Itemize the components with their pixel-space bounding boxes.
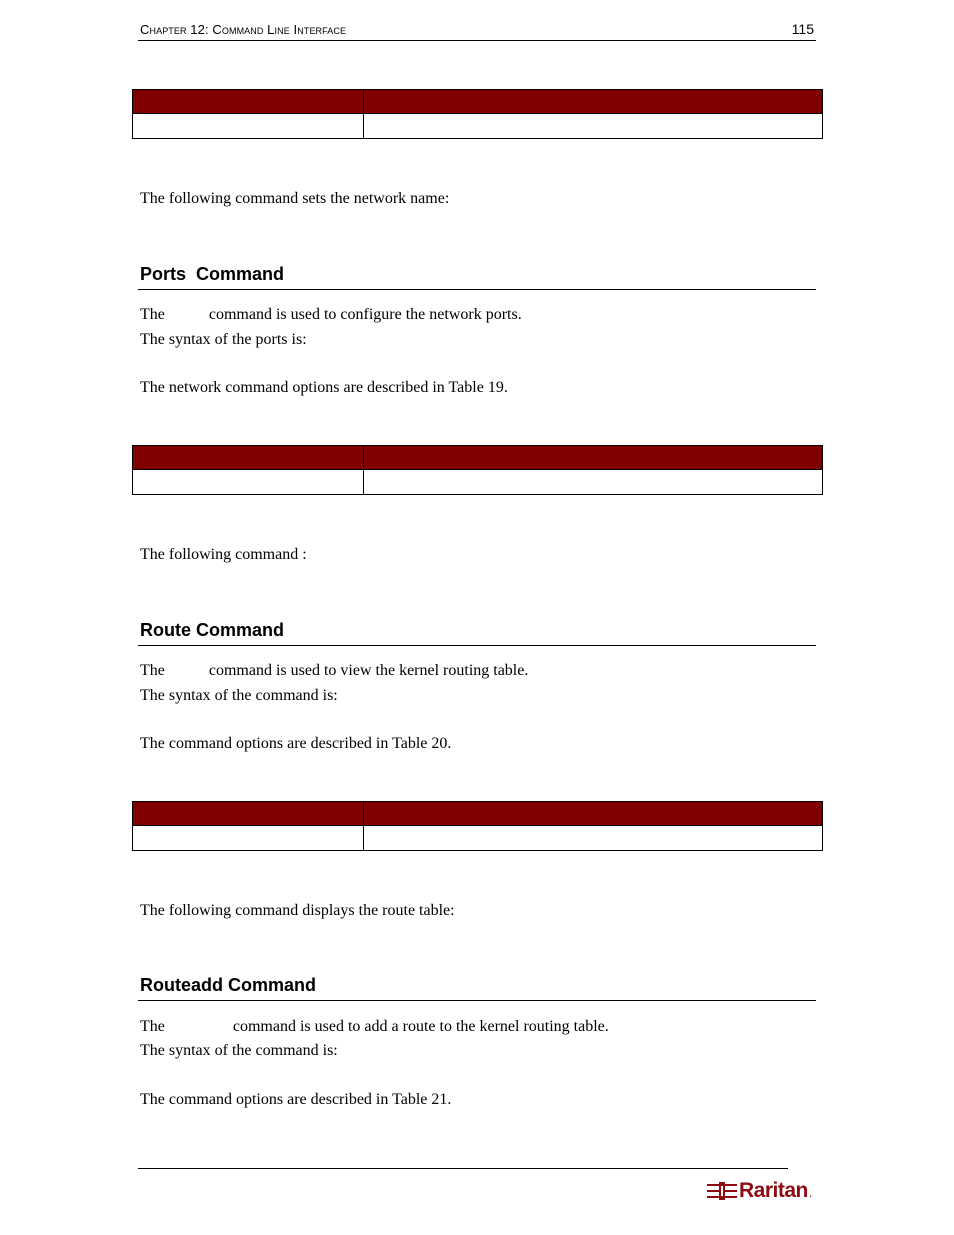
table-header-row — [133, 90, 823, 114]
table-header-cell — [133, 802, 364, 826]
paragraph-route-description: The command is used to view the kernel routing table. — [140, 662, 529, 679]
table-row — [133, 826, 823, 851]
table-row — [133, 470, 823, 495]
table-cell — [364, 826, 823, 851]
heading-divider — [138, 645, 816, 646]
table-header-cell — [364, 90, 823, 114]
raritan-logo — [707, 1178, 812, 1204]
paragraph-following-command: The following command : — [140, 546, 307, 563]
table-cell — [364, 114, 823, 139]
paragraph-route-table: The following command displays the route table: — [140, 902, 455, 919]
heading-route-command: Route Command — [140, 620, 284, 640]
table-header-row — [133, 446, 823, 470]
logo-text: Raritan — [739, 1179, 808, 1202]
paragraph-route-options: The command options are described in Table 20. — [140, 735, 452, 752]
table-cell — [133, 114, 364, 139]
heading-divider — [138, 289, 816, 290]
table-19 — [132, 445, 823, 495]
paragraph-route-syntax: The syntax of the command is: — [140, 687, 338, 704]
paragraph-routeadd-options: The command options are described in Table 21. — [140, 1091, 452, 1108]
table-cell — [133, 826, 364, 851]
heading-ports-command: Ports Command — [140, 264, 285, 284]
heading-divider — [138, 1000, 816, 1001]
table-cell — [364, 470, 823, 495]
paragraph-routeadd-syntax: The syntax of the command is: — [140, 1042, 338, 1059]
footer-divider — [138, 1168, 788, 1169]
table-1 — [132, 89, 823, 139]
paragraph-ports-syntax: The syntax of the ports is: — [140, 331, 307, 348]
paragraph-ports-options: The network command options are described in Table 19. — [140, 379, 508, 396]
running-header-chapter: Chapter 12: Command Line Interface — [140, 22, 347, 37]
table-header-cell — [133, 446, 364, 470]
paragraph-network-name: The following command sets the network name: — [140, 190, 450, 207]
heading-routeadd-command: Routeadd Command — [140, 975, 317, 995]
page-number: 115 — [791, 21, 814, 37]
table-header-cell — [133, 90, 364, 114]
table-20 — [132, 801, 823, 851]
table-header-cell — [364, 802, 823, 826]
raritan-logo-mark-icon — [707, 1182, 737, 1200]
logo-dot: . — [808, 1186, 813, 1200]
table-row — [133, 114, 823, 139]
table-cell — [133, 470, 364, 495]
table-header-row — [133, 802, 823, 826]
table-header-cell — [364, 446, 823, 470]
header-divider — [138, 40, 816, 41]
paragraph-ports-description: The command is used to configure the network ports. — [140, 306, 522, 323]
paragraph-routeadd-description: The command is used to add a route to the kernel routing table. — [140, 1018, 609, 1035]
